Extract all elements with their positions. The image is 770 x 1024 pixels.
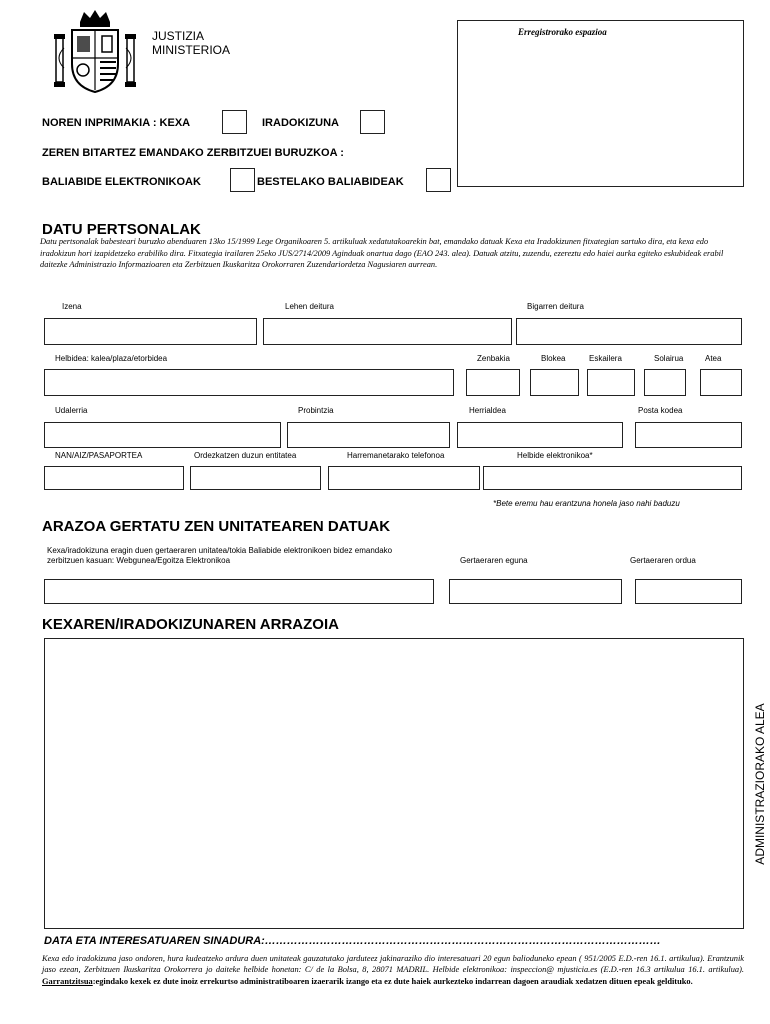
registry-space-label: Erregistrorako espazioa	[518, 27, 607, 37]
nan-input[interactable]	[44, 466, 184, 490]
unit-location-input[interactable]	[44, 579, 434, 604]
reason-title: KEXAREN/IRADOKIZUNAREN ARRAZOIA	[42, 616, 339, 633]
electronic-means-label: BALIABIDE ELEKTRONIKOAK	[42, 176, 201, 188]
atea-label: Atea	[705, 354, 722, 363]
email-input[interactable]	[483, 466, 742, 490]
solairua-label: Solairua	[654, 354, 684, 363]
event-time-label: Gertaeraren ordua	[630, 556, 696, 565]
administration-copy-text: ADMINISTRAZIORAKO ALEA	[753, 702, 767, 865]
footer-notice	[42, 953, 744, 987]
izena-label: Izena	[62, 302, 82, 311]
blokea-input[interactable]	[530, 369, 579, 396]
posta-kodea-label: Posta kodea	[638, 406, 683, 415]
kexa-checkbox[interactable]	[222, 110, 247, 134]
probintzia-label: Probintzia	[298, 406, 334, 415]
registry-space-box[interactable]	[457, 20, 744, 187]
herrialdea-label: Herrialdea	[469, 406, 506, 415]
footer-text-b: :egindako kexek ez dute inoiz errekurtso administratiboaren izaerarik izango eta ez dute haiek aurkezteko indarrean dagoen araudiak xedatzen dituen epeak gelditukо.	[92, 976, 693, 986]
posta-kodea-input[interactable]	[635, 422, 742, 448]
nan-label: NAN/AIZ/PASAPORTEA	[55, 451, 143, 460]
personal-data-title: DATU PERTSONALAK	[42, 221, 201, 238]
reason-textarea[interactable]	[44, 638, 744, 929]
other-means-checkbox[interactable]	[426, 168, 451, 192]
event-time-input[interactable]	[635, 579, 742, 604]
iradokizuna-label: IRADOKIZUNA	[262, 117, 339, 129]
udalerria-label: Udalerria	[55, 406, 88, 415]
signature-label: DATA ETA INTERESATUAREN SINADURA:………………………………………………………………………………………………	[44, 935, 661, 947]
solairua-input[interactable]	[644, 369, 686, 396]
bigarren-deitura-input[interactable]	[516, 318, 742, 345]
blokea-label: Blokea	[541, 354, 566, 363]
herrialdea-input[interactable]	[457, 422, 623, 448]
ministry-name-line1: JUSTIZIA	[152, 29, 205, 43]
other-means-label: BESTELAKO BALIABIDEAK	[257, 176, 404, 188]
event-date-label: Gertaeraren eguna	[460, 556, 528, 565]
iradokizuna-checkbox[interactable]	[360, 110, 385, 134]
coat-of-arms-logo	[50, 8, 140, 98]
bigarren-deitura-label: Bigarren deitura	[527, 302, 584, 311]
zenbakia-label: Zenbakia	[477, 354, 510, 363]
atea-input[interactable]	[700, 369, 742, 396]
udalerria-input[interactable]	[44, 422, 281, 448]
lehen-deitura-input[interactable]	[263, 318, 512, 345]
helbidea-label: Helbidea: kalea/plaza/etorbidea	[55, 354, 168, 363]
helbidea-input[interactable]	[44, 369, 454, 396]
eskailera-input[interactable]	[587, 369, 635, 396]
administration-copy-label	[751, 638, 769, 929]
service-question-label: ZEREN BITARTEZ EMANDAKO ZERBITZUEI BURUZKOA :	[42, 147, 344, 159]
data-protection-notice: Datu pertsonalak babesteari buruzko abenduaren 13ko 15/1999 Lege Organikoaren 5. artikuluak xedatutakoarekin bat, emandako datuak Kexa eta Iradokizunen fitxategian sartuko dira, eta kexa edo iradokizun hori izapidetzeko erabiliko dira. Fitxategia irailaren 25eko JUS/2714/2009 Aginduak onartua dago (EAO 243. alea). Datuak atzitu, zuzendu, ezereztu edo haiei aurka egiteko eskubideak erabil daitezke Administrazio Informazioaren eta Zerbitzuen Ikuskaritza Orokorraren Zuzendariordetza Nagusiaren aurrean.	[40, 237, 724, 270]
email-label: Helbide elektronikoa*	[517, 451, 593, 460]
telefonoa-label: Harremanetarako telefonoa	[347, 451, 445, 460]
footer-text-a: Kexa edo iradokizuna jaso ondoren, hura kudeatzeko ardura duen unitateak gauzatutako jarduteez jakinaraziko dio interesatuari 20 egun balioduneko epean ( 951/2005 E.D.-ren 16.1. artikulua). Erantzunik jaso ezean, Zerbitzuen Ikuskaritza Orokorrera jo daiteke helbide honetan: C/ de la Bolsa, 8, 28071 MADRIL. Helbide elektronikoa: inspeccion@ mjusticia.es (E.D.-ren 16.3 artikulua 16.1. artikulua).	[42, 954, 744, 975]
ordezkatzen-label: Ordezkatzen duzun entitatea	[194, 451, 297, 460]
lehen-deitura-label: Lehen deitura	[285, 302, 334, 311]
form-type-label: NOREN INPRIMAKIA : KEXA	[42, 117, 191, 129]
probintzia-input[interactable]	[287, 422, 450, 448]
unit-data-title: ARAZOA GERTATU ZEN UNITATEAREN DATUAK	[42, 518, 391, 535]
unit-location-label: Kexa/iradokizuna eragin duen gertaeraren unitatea/tokia Baliabide elektronikoen bidez emandako zerbitzuen kasuan: Webgunea/Egoitza Elektronikoa	[47, 546, 393, 565]
izena-input[interactable]	[44, 318, 257, 345]
zenbakia-input[interactable]	[466, 369, 520, 396]
footer-guarantee-label: Garrantzitsua	[42, 976, 93, 986]
ministry-name-line2: MINISTERIOA	[152, 43, 231, 57]
email-footnote: *Bete eremu hau erantzuna honela jaso nahi baduzu	[493, 499, 680, 508]
telefonoa-input[interactable]	[328, 466, 480, 490]
eskailera-label: Eskailera	[589, 354, 622, 363]
event-date-input[interactable]	[449, 579, 622, 604]
electronic-means-checkbox[interactable]	[230, 168, 255, 192]
ordezkatzen-input[interactable]	[190, 466, 321, 490]
